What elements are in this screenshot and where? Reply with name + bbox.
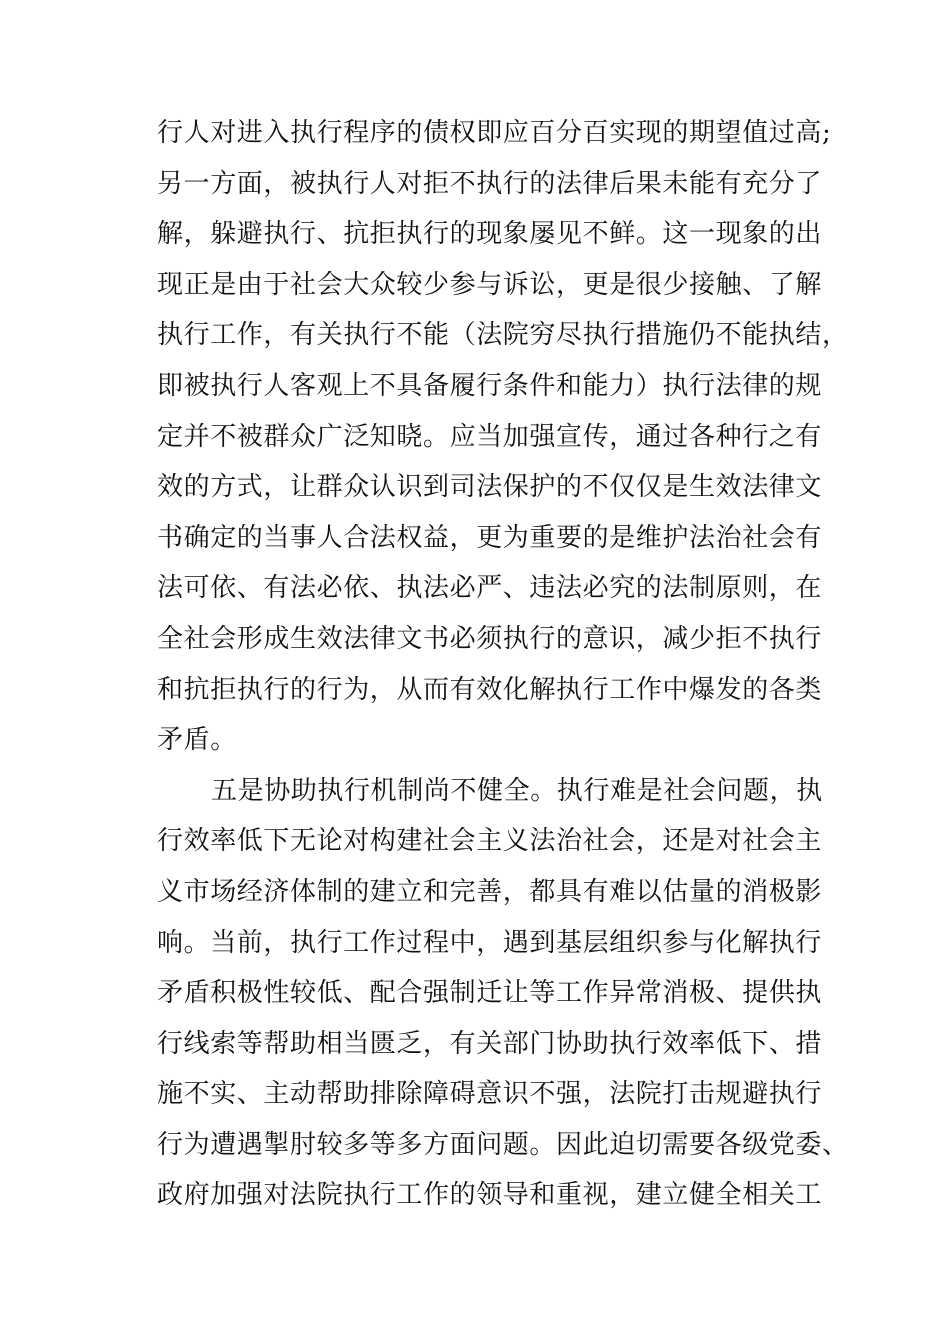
- text-line: 响。当前，执行工作过程中，遇到基层组织参与化解执行: [157, 927, 823, 958]
- text-line: 另一方面，被执行人对拒不执行的法律后果未能有充分了: [157, 168, 823, 199]
- document-body: [157, 108, 849, 1221]
- text-line: 解，躲避执行、抗拒执行的现象屡见不鲜。这一现象的出: [157, 219, 823, 250]
- text-line: 定并不被群众广泛知晓。应当加强宣传，通过各种行之有: [157, 421, 823, 452]
- text-line: 施不实、主动帮助排除障碍意识不强，法院打击规避执行: [157, 1079, 823, 1110]
- text-line: 行为遭遇掣肘较多等多方面问题。因此迫切需要各级党委、: [157, 1129, 849, 1160]
- text-line: 政府加强对法院执行工作的领导和重视，建立健全相关工: [157, 1180, 823, 1211]
- text-line: 矛盾。: [157, 725, 237, 756]
- text-line: 即被执行人客观上不具备履行条件和能力）执行法律的规: [157, 370, 823, 401]
- text-line: 执行工作，有关执行不能（法院穷尽执行措施仍不能执结，: [157, 320, 849, 351]
- text-line: 行线索等帮助相当匮乏，有关部门协助执行效率低下、措: [157, 1028, 823, 1059]
- text-line: 效的方式，让群众认识到司法保护的不仅仅是生效法律文: [157, 472, 823, 503]
- text-line: 行人对进入执行程序的债权即应百分百实现的期望值过高;: [157, 118, 832, 148]
- text-line: 现正是由于社会大众较少参与诉讼，更是很少接触、了解: [157, 269, 823, 300]
- paragraph-start-line: 五是协助执行机制尚不健全。执行难是社会问题，执: [211, 775, 823, 806]
- text-line: 和抗拒执行的行为，从而有效化解执行工作中爆发的各类: [157, 674, 823, 705]
- text-line: 书确定的当事人合法权益，更为重要的是维护法治社会有: [157, 522, 823, 553]
- text-line: 义市场经济体制的建立和完善，都具有难以估量的消极影: [157, 876, 823, 907]
- text-line: 矛盾积极性较低、配合强制迁让等工作异常消极、提供执: [157, 978, 823, 1009]
- text-line: 行效率低下无论对构建社会主义法治社会，还是对社会主: [157, 826, 823, 857]
- text-line: 全社会形成生效法律文书必须执行的意识，减少拒不执行: [157, 623, 823, 654]
- text-line: 法可依、有法必依、执法必严、违法必究的法制原则，在: [157, 573, 823, 604]
